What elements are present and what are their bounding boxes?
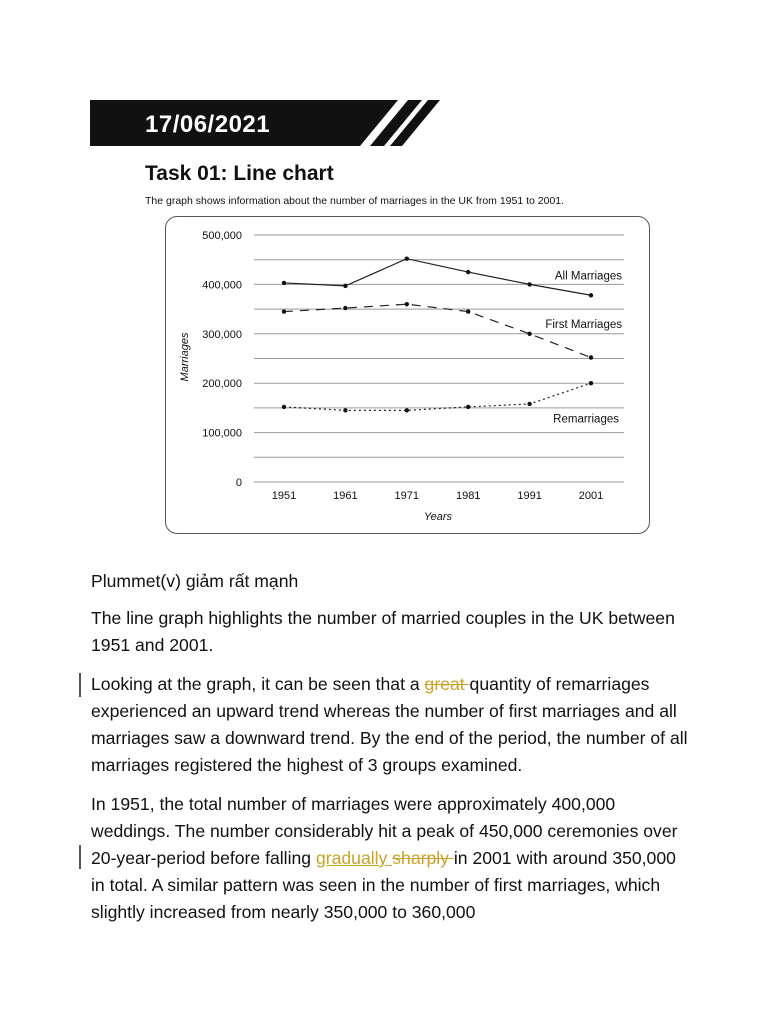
date-banner bbox=[90, 100, 440, 146]
x-tick-label: 1991 bbox=[517, 490, 542, 502]
data-point bbox=[405, 408, 409, 412]
data-point bbox=[282, 281, 286, 285]
data-point bbox=[466, 405, 470, 409]
y-tick-label: 0 bbox=[235, 477, 242, 489]
y-axis-title: Marriages bbox=[179, 332, 191, 382]
chart-frame bbox=[165, 216, 650, 534]
data-point bbox=[527, 402, 531, 406]
text-run: Looking at the graph, it can be seen that a bbox=[91, 674, 425, 694]
change-bar bbox=[79, 673, 81, 697]
essay-text bbox=[91, 568, 691, 938]
data-point bbox=[527, 282, 531, 286]
data-point bbox=[343, 408, 347, 412]
task-title: Task 01: Line chart bbox=[145, 162, 334, 185]
data-point bbox=[527, 332, 531, 336]
data-point bbox=[405, 257, 409, 261]
paragraph-overview bbox=[91, 671, 691, 779]
x-tick-label: 1961 bbox=[333, 490, 358, 502]
y-tick-label: 400,000 bbox=[202, 279, 242, 292]
series-label: Remarriages bbox=[553, 413, 619, 426]
series-line bbox=[284, 383, 591, 410]
series-label: All Marriages bbox=[554, 270, 622, 283]
y-tick-label: 200,000 bbox=[202, 378, 242, 391]
x-tick-label: 2001 bbox=[578, 490, 604, 502]
chart-figure bbox=[90, 98, 680, 556]
y-tick-label: 300,000 bbox=[202, 328, 242, 341]
paragraph-details bbox=[91, 791, 691, 926]
data-point bbox=[589, 381, 593, 385]
task-description: The graph shows information about the number of marriages in the UK from 1951 to 2001. bbox=[145, 195, 565, 207]
x-tick-label: 1951 bbox=[271, 490, 297, 502]
vocab-note: Plummet(v) giảm rất mạnh bbox=[91, 571, 299, 591]
text-run: quantity of remarriages experienced an upward trend whereas the number of first marriages and all marriages saw a downward trend. By the end of the period, the number of all marriages registered the highest of 3 groups examined. bbox=[91, 674, 688, 775]
text-run: in 2001 with around 350,000 in total. A similar pattern was seen in the number of first marriages, which slightly increased from nearly 350,000 to 360,000 bbox=[91, 848, 676, 922]
text-run: In 1951, the total number of marriages were approximately 400,000 weddings. The number considerably hit a peak of 450,000 ceremonies over 20-year-period before falling bbox=[91, 794, 678, 868]
x-tick-label: 1971 bbox=[394, 490, 420, 502]
data-point bbox=[343, 306, 347, 310]
data-point bbox=[405, 302, 409, 306]
series-label: First Marriages bbox=[545, 318, 622, 331]
data-point bbox=[282, 309, 286, 313]
series-layer bbox=[282, 257, 593, 413]
y-tick-label: 500,000 bbox=[202, 230, 242, 242]
deleted-text: great bbox=[424, 674, 470, 694]
x-tick-label: 1981 bbox=[455, 490, 481, 502]
banner-date: 17/06/2021 bbox=[145, 111, 271, 138]
data-point bbox=[589, 293, 593, 297]
x-axis-title: Years bbox=[423, 511, 453, 523]
data-point bbox=[282, 405, 286, 409]
data-point bbox=[466, 270, 470, 274]
change-bar bbox=[79, 845, 81, 869]
data-point bbox=[466, 309, 470, 313]
label-layer bbox=[179, 230, 622, 523]
line-chart bbox=[166, 217, 649, 533]
deleted-text: sharply bbox=[392, 848, 454, 868]
y-tick-label: 100,000 bbox=[202, 427, 242, 440]
inserted-text: gradually bbox=[315, 848, 393, 868]
data-point bbox=[343, 284, 347, 288]
series-line bbox=[284, 259, 591, 296]
paragraph-intro: The line graph highlights the number of married couples in the UK between 1951 and 2001. bbox=[91, 608, 675, 655]
data-point bbox=[589, 355, 593, 359]
